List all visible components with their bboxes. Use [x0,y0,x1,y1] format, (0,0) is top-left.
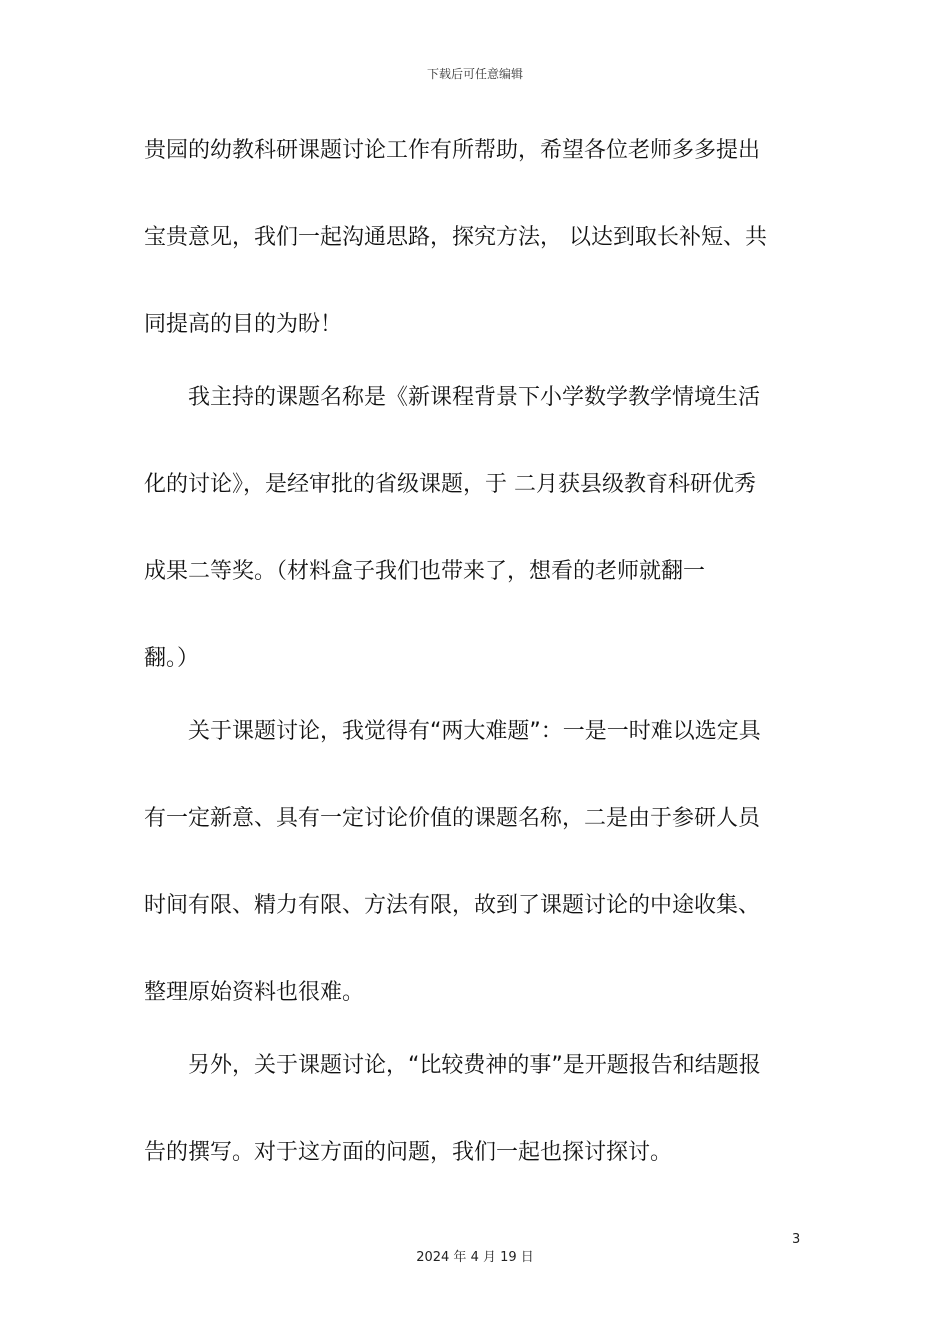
text-line: 告的撰写。对于这方面的问题，我们一起也探讨探讨。 [144,1140,673,1165]
text-line: 宝贵意见，我们一起沟通思路，探究方法， 以达到取长补短、共 [144,225,767,250]
footer-date: 2024 年 4 月 19 日 [416,1250,534,1265]
text-line: 关于课题讨论，我觉得有“两大难题”：一是一时难以选定具 [144,719,761,744]
text-line: 整理原始资料也很难。 [144,980,365,1005]
text-line: 翻。） [144,646,200,671]
text-line: 另外，关于课题讨论，“比较费神的事”是开题报告和结题报 [144,1053,761,1078]
text-line: 我主持的课题名称是《新课程背景下小学数学教学情境生活 [144,385,761,410]
text-line: 有一定新意、具有一定讨论价值的课题名称，二是由于参研人员 [144,806,761,831]
page-number: 3 [792,1232,801,1247]
page-header: 下载后可任意编辑 [426,67,523,81]
text-line: 贵园的幼教科研课题讨论工作有所帮助，希望各位老师多多提出 [144,138,761,163]
text-line: 同提高的目的为盼！ [144,312,343,337]
text-line: 时间有限、精力有限、方法有限，故到了课题讨论的中途收集、 [144,893,761,918]
text-line: 化的讨论》，是经审批的省级课题，于 二月获县级教育科研优秀 [144,472,756,497]
text-line: 成果二等奖。（材料盒子我们也带来了，想看的老师就翻一 [144,559,706,584]
